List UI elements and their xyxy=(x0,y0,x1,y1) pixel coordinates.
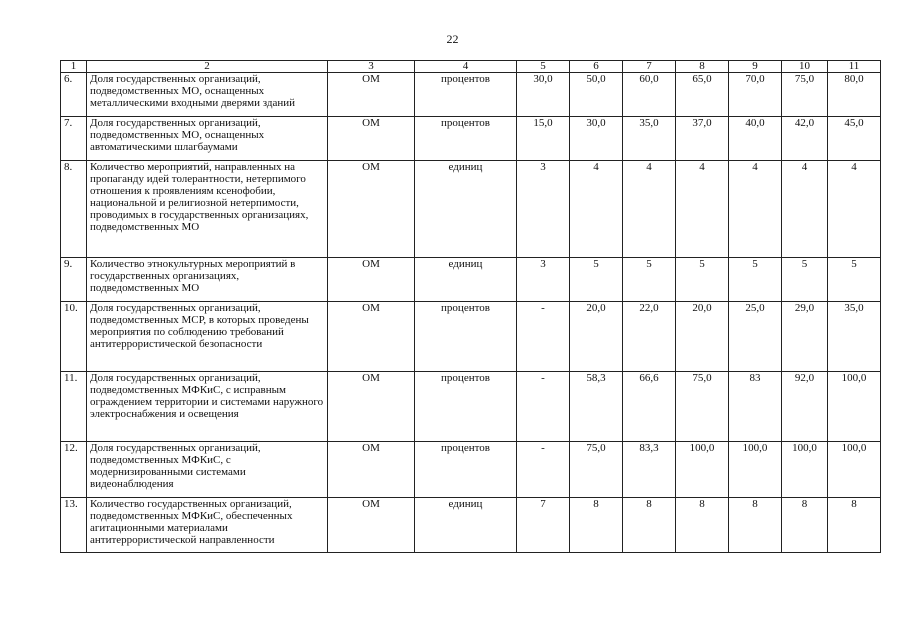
col-header: 7 xyxy=(623,61,676,73)
indicator-name-cell: Количество государственных организаций, подведомственных МФКиС, обеспеченных агитационными материалами антитеррористической направленности xyxy=(87,498,328,553)
row-number-cell: 8. xyxy=(61,161,87,258)
value-cell: 35,0 xyxy=(623,117,676,161)
row-number-cell: 10. xyxy=(61,302,87,372)
value-cell: - xyxy=(517,372,570,442)
value-cell: 4 xyxy=(570,161,623,258)
unit-cell: единиц xyxy=(415,161,517,258)
col-header: 1 xyxy=(61,61,87,73)
value-cell: 80,0 xyxy=(828,73,881,117)
indicators-table xyxy=(60,60,881,553)
value-cell: 20,0 xyxy=(570,302,623,372)
value-cell: 29,0 xyxy=(782,302,828,372)
indicator-type-cell: ОМ xyxy=(328,302,415,372)
col-header: 11 xyxy=(828,61,881,73)
col-header: 5 xyxy=(517,61,570,73)
table-row xyxy=(61,498,881,553)
unit-cell: единиц xyxy=(415,258,517,302)
value-cell: 8 xyxy=(729,498,782,553)
row-number-cell: 12. xyxy=(61,442,87,498)
value-cell: 45,0 xyxy=(828,117,881,161)
value-cell: 65,0 xyxy=(676,73,729,117)
table-row xyxy=(61,73,881,117)
col-header: 2 xyxy=(87,61,328,73)
table-row xyxy=(61,372,881,442)
page-number: 22 xyxy=(446,32,459,46)
row-number-cell: 7. xyxy=(61,117,87,161)
value-cell: - xyxy=(517,302,570,372)
indicator-name-cell: Доля государственных организаций, подведомственных МО, оснащенных металлическими входными дверями зданий xyxy=(87,73,328,117)
value-cell: 7 xyxy=(517,498,570,553)
value-cell: 75,0 xyxy=(570,442,623,498)
value-cell: 4 xyxy=(623,161,676,258)
value-cell: 5 xyxy=(623,258,676,302)
value-cell: 5 xyxy=(676,258,729,302)
value-cell: 70,0 xyxy=(729,73,782,117)
value-cell: 35,0 xyxy=(828,302,881,372)
value-cell: 100,0 xyxy=(828,372,881,442)
value-cell: 83 xyxy=(729,372,782,442)
unit-cell: процентов xyxy=(415,302,517,372)
value-cell: 4 xyxy=(676,161,729,258)
col-header: 4 xyxy=(415,61,517,73)
indicator-name-cell: Количество этнокультурных мероприятий в государственных организациях, подведомственных МО xyxy=(87,258,328,302)
unit-cell: процентов xyxy=(415,372,517,442)
unit-cell: процентов xyxy=(415,73,517,117)
value-cell: 66,6 xyxy=(623,372,676,442)
col-header: 3 xyxy=(328,61,415,73)
col-header: 8 xyxy=(676,61,729,73)
value-cell: 8 xyxy=(828,498,881,553)
indicator-type-cell: ОМ xyxy=(328,372,415,442)
value-cell: 5 xyxy=(782,258,828,302)
indicator-type-cell: ОМ xyxy=(328,442,415,498)
value-cell: 83,3 xyxy=(623,442,676,498)
col-header: 10 xyxy=(782,61,828,73)
value-cell: 100,0 xyxy=(782,442,828,498)
indicator-name-cell: Доля государственных организаций, подведомственных МФКиС, с исправным ограждением территории и системами наружного электроснабжения и освещения xyxy=(87,372,328,442)
indicator-name-cell: Доля государственных организаций, подведомственных МСР, в которых проведены мероприятия по соблюдению требований антитеррористической безопасности xyxy=(87,302,328,372)
indicator-type-cell: ОМ xyxy=(328,117,415,161)
value-cell: 15,0 xyxy=(517,117,570,161)
value-cell: 75,0 xyxy=(676,372,729,442)
value-cell: 100,0 xyxy=(828,442,881,498)
table-row xyxy=(61,302,881,372)
unit-cell: процентов xyxy=(415,117,517,161)
table-row xyxy=(61,442,881,498)
value-cell: 100,0 xyxy=(729,442,782,498)
value-cell: 3 xyxy=(517,161,570,258)
row-number-cell: 13. xyxy=(61,498,87,553)
value-cell: 8 xyxy=(570,498,623,553)
value-cell: 30,0 xyxy=(570,117,623,161)
value-cell: 3 xyxy=(517,258,570,302)
value-cell: 5 xyxy=(729,258,782,302)
table-row xyxy=(61,161,881,258)
value-cell: 25,0 xyxy=(729,302,782,372)
row-number-cell: 9. xyxy=(61,258,87,302)
value-cell: 20,0 xyxy=(676,302,729,372)
indicator-name-cell: Количество мероприятий, направленных на пропаганду идей толерантности, нетерпимого отношения к проявлениям ксенофобии, национальной и религиозной нетерпимости, проводимых в государственных организациях, подведомственных МО xyxy=(87,161,328,258)
value-cell: 22,0 xyxy=(623,302,676,372)
table-row xyxy=(61,258,881,302)
indicator-type-cell: ОМ xyxy=(328,498,415,553)
header-row xyxy=(61,61,881,73)
unit-cell: процентов xyxy=(415,442,517,498)
value-cell: 8 xyxy=(782,498,828,553)
table-row xyxy=(61,117,881,161)
value-cell: 75,0 xyxy=(782,73,828,117)
unit-cell: единиц xyxy=(415,498,517,553)
row-number-cell: 6. xyxy=(61,73,87,117)
value-cell: 100,0 xyxy=(676,442,729,498)
value-cell: 58,3 xyxy=(570,372,623,442)
col-header: 9 xyxy=(729,61,782,73)
value-cell: 4 xyxy=(729,161,782,258)
value-cell: - xyxy=(517,442,570,498)
indicator-name-cell: Доля государственных организаций, подведомственных МО, оснащенных автоматическими шлагбаумами xyxy=(87,117,328,161)
value-cell: 5 xyxy=(570,258,623,302)
indicator-type-cell: ОМ xyxy=(328,73,415,117)
row-number-cell: 11. xyxy=(61,372,87,442)
value-cell: 40,0 xyxy=(729,117,782,161)
value-cell: 50,0 xyxy=(570,73,623,117)
value-cell: 60,0 xyxy=(623,73,676,117)
value-cell: 42,0 xyxy=(782,117,828,161)
indicator-name-cell: Доля государственных организаций, подведомственных МФКиС, с модернизированными системами видеонаблюдения xyxy=(87,442,328,498)
value-cell: 4 xyxy=(828,161,881,258)
value-cell: 4 xyxy=(782,161,828,258)
indicator-type-cell: ОМ xyxy=(328,258,415,302)
value-cell: 92,0 xyxy=(782,372,828,442)
value-cell: 5 xyxy=(828,258,881,302)
value-cell: 8 xyxy=(623,498,676,553)
indicator-type-cell: ОМ xyxy=(328,161,415,258)
value-cell: 8 xyxy=(676,498,729,553)
col-header: 6 xyxy=(570,61,623,73)
value-cell: 37,0 xyxy=(676,117,729,161)
value-cell: 30,0 xyxy=(517,73,570,117)
